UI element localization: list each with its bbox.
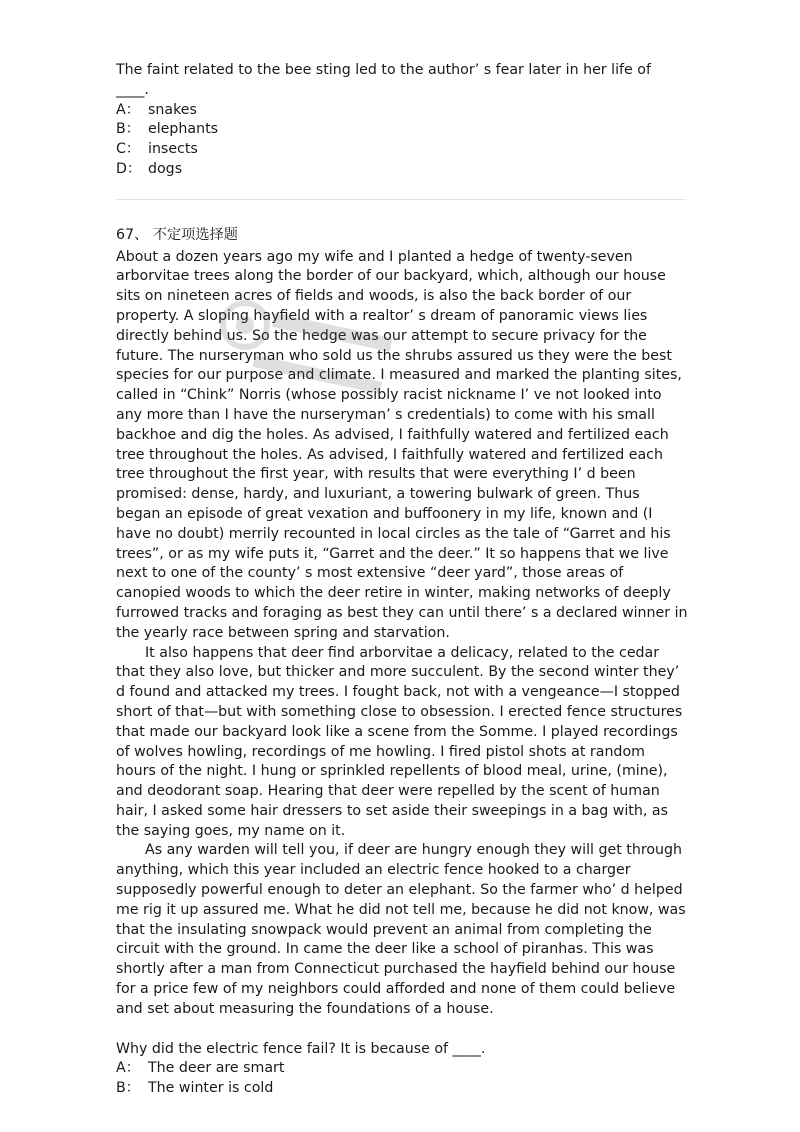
question-divider bbox=[116, 199, 686, 200]
option-text: snakes bbox=[148, 101, 197, 118]
question-67 bbox=[116, 226, 688, 1099]
option-letter: A： bbox=[116, 101, 140, 118]
option-letter: C： bbox=[116, 141, 141, 158]
option-text: insects bbox=[148, 141, 198, 158]
exam-page bbox=[116, 61, 688, 1099]
question-66-option-d[interactable] bbox=[116, 160, 688, 180]
passage-paragraph-1: About a dozen years ago my wife and I planted a hedge of twenty-seven arborvitae trees along the border of our backyard, which, although our house sits on nineteen acres of fields and woods, is also the back border of our property. A sloping hayfield with a realtor’ s dream of panoramic views lies directly behind us. So the hedge was our attempt to secure privacy for the future. The nurseryman who sold us the shrubs assured us they were the best species for our purpose and climate. I measured and marked the planting sites, called in “Chink” Norris (whose possibly racist nickname I’ ve not looked into any more than I have the nurseryman’ s credentials) to come with his small backhoe and dig the holes. As advised, I faithfully watered and fertilized each tree throughout the holes. As advised, I faithfully watered and fertilized each tree throughout the first year, with results that were everything I’ d been promised: dense, hardy, and luxuriant, a towering bulwark of green. Thus began an episode of great vexation and buffoonery in my life, known and (I have no doubt) merrily recounted in local circles as the tale of “Garret and his trees”, or as my wife puts it, “Garret and the deer.” It so happens that we live next to one of the county’ s most extensive “deer yard”, those areas of canopied woods to which the deer retire in winter, making networks of deeply furrowed tracks and foraging as best they can until there’ s a declared winner in the yearly race between spring and starvation. bbox=[116, 248, 688, 641]
question-67-option-a[interactable] bbox=[116, 1059, 688, 1079]
question-67-header bbox=[116, 226, 688, 246]
question-67-stem: Why did the electric fence fail? It is because of ____. bbox=[116, 1040, 486, 1057]
option-letter: D： bbox=[116, 160, 142, 177]
question-type: 不定项选择题 bbox=[152, 226, 238, 243]
option-text: The winter is cold bbox=[148, 1080, 274, 1097]
question-66-option-a[interactable] bbox=[116, 101, 688, 121]
question-66 bbox=[116, 61, 688, 180]
question-66-stem: The faint related to the bee sting led to the author’ s fear later in her life of ____. bbox=[116, 62, 651, 98]
passage-paragraph-2: It also happens that deer find arborvitae a delicacy, related to the cedar that they also love, but thicker and more succulent. By the second winter they’ d found and attacked my trees. I fought back, not with a vengeance—I stopped short of that—but with something close to obsession. I erected fence structures that made our backyard look like a scene from the Somme. I played recordings of wolves howling, recordings of me howling. I fired pistol shots at random hours of the night. I hung or sprinkled repellents of blood meal, urine, (mine), and deodorant soap. Hearing that deer were repelled by the scent of human hair, I asked some hair dressers to set aside their sweepings in a bag with, as the saying goes, my name on it. bbox=[116, 644, 683, 839]
option-text: elephants bbox=[148, 121, 219, 138]
question-66-option-c[interactable] bbox=[116, 140, 688, 160]
option-letter: B： bbox=[116, 1080, 140, 1097]
reading-passage bbox=[116, 248, 688, 1020]
option-letter: B： bbox=[116, 121, 140, 138]
question-66-option-b[interactable] bbox=[116, 120, 688, 140]
spacer bbox=[116, 1020, 688, 1040]
question-number: 67、 bbox=[116, 226, 149, 243]
option-text: The deer are smart bbox=[148, 1060, 285, 1077]
option-letter: A： bbox=[116, 1060, 140, 1077]
passage-paragraph-3: As any warden will tell you, if deer are hungry enough they will get through anything, which this year included an electric fence hooked to a charger supposedly powerful enough to deter an elephant. So the farmer who’ d helped me rig it up assured me. What he did not tell me, because he did not know, was that the insulating snowpack would prevent an animal from completing the circuit with the ground. In came the deer like a school of piranhas. This was shortly after a man from Connecticut purchased the hayfield behind our house for a price few of my neighbors could afforded and none of them could believe and set about measuring the foundations of a house. bbox=[116, 842, 686, 1017]
question-67-option-b[interactable] bbox=[116, 1079, 688, 1099]
option-text: dogs bbox=[148, 160, 183, 177]
